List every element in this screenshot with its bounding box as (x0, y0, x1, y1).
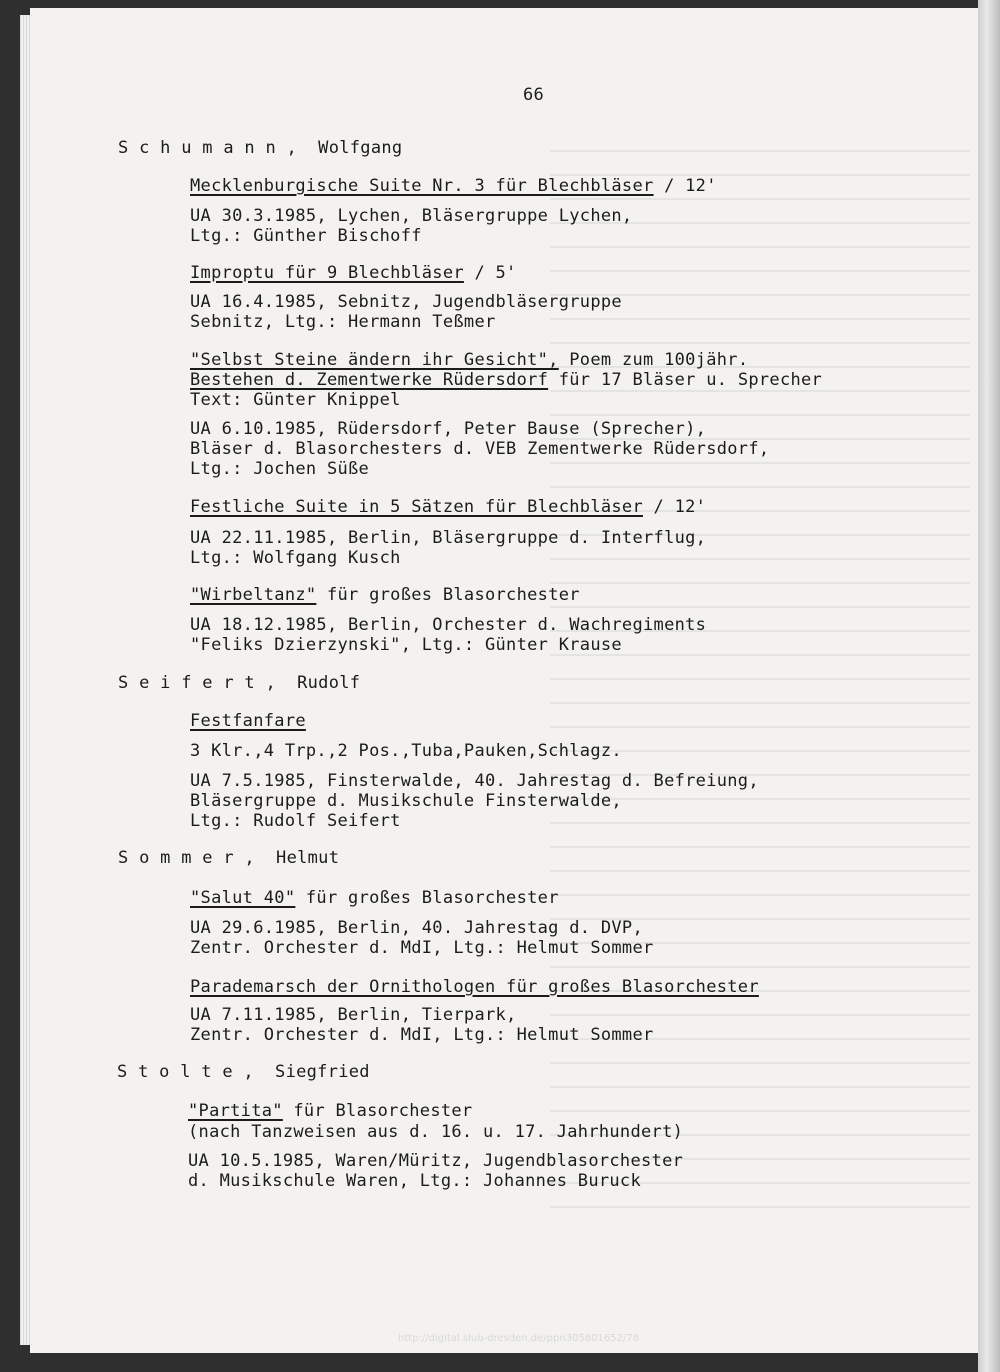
premiere-line: UA 30.3.1985, Lychen, Bläsergruppe Lychen, (190, 206, 633, 226)
work-title-line (190, 350, 748, 370)
work-subtitle: für großes Blasorchester (316, 585, 580, 605)
composer-surname: S c h u m a n n , (118, 138, 298, 158)
work-title: Improptu für 9 Blechbläser (190, 263, 464, 283)
work-title: "Partita" (188, 1101, 283, 1121)
premiere-line: UA 18.12.1985, Berlin, Orchester d. Wachregiments (190, 615, 707, 635)
work-title-line (190, 977, 759, 997)
work-title: "Wirbeltanz" (190, 585, 317, 605)
work-duration: / 12' (643, 497, 707, 517)
premiere-line: UA 7.11.1985, Berlin, Tierpark, (190, 1005, 517, 1025)
composer-surname: S t o l t e , (117, 1062, 254, 1082)
instrumentation: 3 Klr.,4 Trp.,2 Pos.,Tuba,Pauken,Schlagz. (190, 741, 622, 761)
page-number: 66 (523, 85, 545, 105)
work-title-line (190, 263, 517, 283)
work-title-line (190, 888, 559, 908)
work-title: Festliche Suite in 5 Sätzen für Blechbläser (190, 497, 643, 517)
work-title-continued: Bestehen d. Zementwerke Rüdersdorf (190, 370, 549, 390)
work-title-line (190, 711, 306, 731)
composer-heading-seifert (118, 673, 360, 693)
text-credit: Text: Günter Knippel (190, 390, 401, 410)
composer-first-name: Wolfgang (318, 138, 403, 158)
work-title-line (190, 176, 717, 196)
premiere-line: UA 16.4.1985, Sebnitz, Jugendbläsergruppe (190, 292, 622, 312)
work-duration: / 12' (653, 176, 717, 196)
premiere-line: UA 22.11.1985, Berlin, Bläsergruppe d. Interflug, (190, 528, 707, 548)
premiere-line: UA 29.6.1985, Berlin, 40. Jahrestag d. DVP, (190, 918, 643, 938)
premiere-line: "Feliks Dzierzynski", Ltg.: Günter Krause (190, 635, 622, 655)
work-title: Mecklenburgische Suite Nr. 3 für Blechbläser (190, 176, 654, 196)
work-subtitle: für Blasorchester (282, 1101, 473, 1121)
premiere-line: Ltg.: Jochen Süße (190, 459, 370, 479)
premiere-line: UA 10.5.1985, Waren/Müritz, Jugendblasorchester (188, 1151, 684, 1171)
work-subtitle: für großes Blasorchester (295, 888, 559, 908)
page-stack-edge (20, 15, 30, 1345)
composer-first-name: Helmut (276, 848, 340, 868)
composer-first-name: Siegfried (275, 1062, 370, 1082)
composer-first-name: Rudolf (297, 673, 361, 693)
premiere-line: UA 7.5.1985, Finsterwalde, 40. Jahrestag d. Befreiung, (190, 771, 759, 791)
work-subtitle: für 17 Bläser u. Sprecher (548, 370, 823, 390)
premiere-line: Ltg.: Günther Bischoff (190, 226, 422, 246)
book-spine-strip (978, 0, 1000, 1372)
work-title: "Selbst Steine ändern ihr Gesicht", (190, 350, 559, 370)
work-title-line (190, 585, 580, 605)
premiere-line: Bläsergruppe d. Musikschule Finsterwalde, (190, 791, 622, 811)
premiere-line: Ltg.: Rudolf Seifert (190, 811, 401, 831)
premiere-line: Zentr. Orchester d. MdI, Ltg.: Helmut Sommer (190, 938, 654, 958)
work-title-line (188, 1101, 472, 1121)
work-title: "Salut 40" (190, 888, 296, 908)
work-subtitle-line: (nach Tanzweisen aus d. 16. u. 17. Jahrhundert) (188, 1122, 684, 1142)
composer-surname: S e i f e r t , (118, 673, 277, 693)
work-title: Parademarsch der Ornithologen für großes Blasorchester (190, 977, 759, 997)
premiere-line: UA 6.10.1985, Rüdersdorf, Peter Bause (Sprecher), (190, 419, 707, 439)
premiere-line: Bläser d. Blasorchesters d. VEB Zementwerke Rüdersdorf, (190, 439, 770, 459)
bleed-through-texture (550, 128, 970, 1208)
composer-surname: S o m m e r , (118, 848, 255, 868)
premiere-line: Ltg.: Wolfgang Kusch (190, 548, 401, 568)
work-title-line (190, 370, 822, 390)
work-title: Festfanfare (190, 711, 306, 731)
work-duration: / 5' (463, 263, 517, 283)
premiere-line: d. Musikschule Waren, Ltg.: Johannes Buruck (188, 1171, 641, 1191)
work-title-line (190, 497, 706, 517)
composer-heading-stolte (117, 1062, 370, 1082)
premiere-line: Zentr. Orchester d. MdI, Ltg.: Helmut Sommer (190, 1025, 654, 1045)
premiere-line: Sebnitz, Ltg.: Hermann Teßmer (190, 312, 496, 332)
composer-heading-schumann (118, 138, 402, 158)
composer-heading-sommer (118, 848, 339, 868)
work-subtitle: Poem zum 100jähr. (558, 350, 749, 370)
source-url-footer: http://digital.slub-dresden.de/ppn305801652/78 (398, 1333, 640, 1344)
